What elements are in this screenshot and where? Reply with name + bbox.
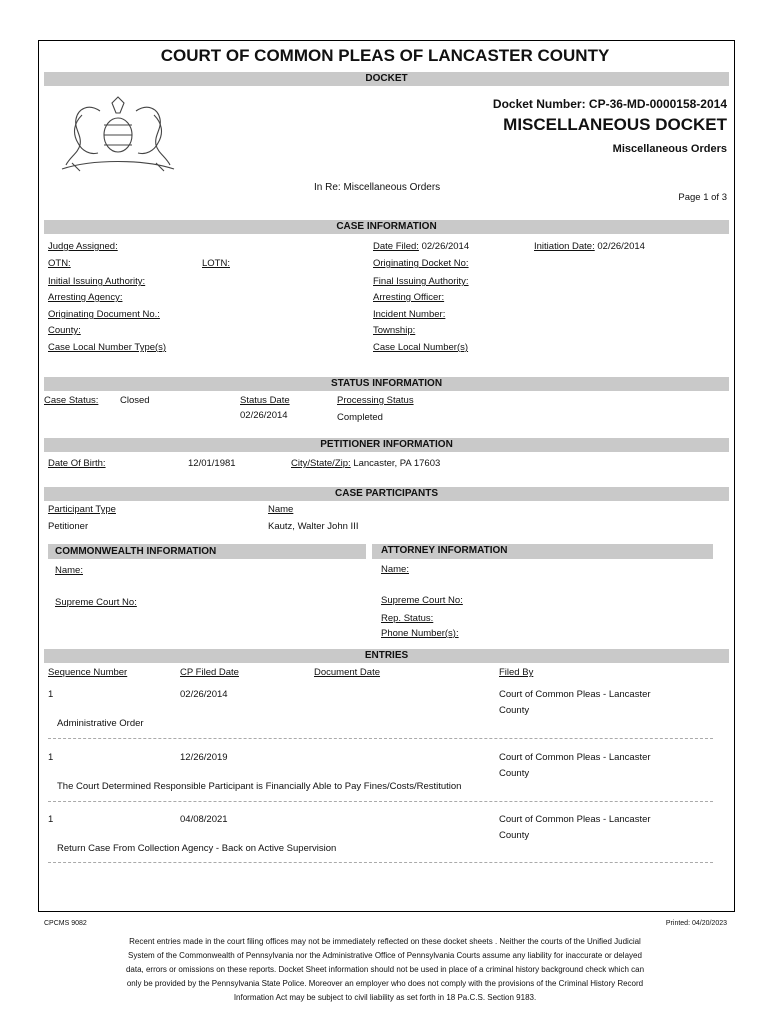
originating-document-label: Originating Document No.: — [48, 309, 160, 320]
disclaimer-line: data, errors or omissions on these reports. Docket Sheet information should not be used in place of a criminal history background check which can — [125, 965, 645, 974]
docket-number: Docket Number: CP-36-MD-0000158-2014 — [492, 97, 727, 111]
entry-filed-by-county: County — [499, 705, 530, 716]
township-label: Township: — [373, 325, 416, 336]
commonwealth-name-label: Name: — [55, 565, 83, 576]
commonwealth-heading: COMMONWEALTH INFORMATION — [55, 546, 217, 557]
entries-band: ENTRIES — [44, 649, 729, 663]
entry-sequence: 1 — [48, 689, 54, 700]
processing-status-value: Completed — [337, 412, 383, 423]
entry-cp-filed: 04/08/2021 — [180, 814, 228, 825]
case-local-numbers-label: Case Local Number(s) — [373, 342, 469, 353]
case-information-band: CASE INFORMATION — [44, 220, 729, 234]
case-status-value: Closed — [120, 395, 150, 406]
docket-subtype: Miscellaneous Orders — [612, 143, 727, 155]
entry-description: Administrative Order — [57, 718, 144, 729]
judge-assigned-label: Judge Assigned: — [48, 241, 118, 252]
participant-type-value: Petitioner — [48, 521, 89, 532]
disclaimer-line: System of the Commonwealth of Pennsylvania nor the Administrative Office of Pennsylvania Courts assume any liability for inaccurate or delayed — [128, 951, 642, 960]
otn-label: OTN: — [48, 258, 71, 269]
entry-sequence: 1 — [48, 814, 54, 825]
processing-status-label: Processing Status — [337, 395, 414, 406]
incident-number-label: Incident Number: — [373, 309, 446, 320]
entry-sequence: 1 — [48, 752, 54, 763]
city-state-zip: City/State/Zip: Lancaster, PA 17603 — [291, 458, 441, 469]
initiation-date: Initiation Date: 02/26/2014 — [534, 241, 645, 252]
entry-filed-by-county: County — [499, 768, 530, 779]
county-label: County: — [48, 325, 81, 336]
date-filed: Date Filed: 02/26/2014 — [373, 241, 470, 252]
status-date-value: 02/26/2014 — [240, 410, 288, 421]
entry-cp-filed: 12/26/2019 — [180, 752, 228, 763]
docket-type: MISCELLANEOUS DOCKET — [503, 115, 727, 134]
attorney-rep-status-label: Rep. Status: — [381, 613, 434, 624]
printed-date: Printed: 04/20/2023 — [665, 920, 727, 927]
entry-filed-by: Court of Common Pleas - Lancaster — [499, 752, 651, 763]
pennsylvania-seal-icon — [52, 95, 184, 182]
final-issuing-authority-label: Final Issuing Authority: — [373, 276, 469, 287]
attorney-supreme-court-label: Supreme Court No: — [381, 595, 463, 606]
attorney-heading: ATTORNEY INFORMATION — [381, 545, 508, 556]
arresting-agency-label: Arresting Agency: — [48, 292, 123, 303]
page-number: Page 1 of 3 — [678, 192, 727, 203]
arresting-officer-label: Arresting Officer: — [373, 292, 445, 303]
attorney-phone-label: Phone Number(s): — [381, 628, 459, 639]
entries-col-cp-filed: CP Filed Date — [180, 667, 239, 678]
case-status-label: Case Status: — [44, 395, 99, 406]
entry-description: The Court Determined Responsible Participant is Financially Able to Pay Fines/Costs/Restitution — [57, 781, 462, 792]
disclaimer-line: only be provided by the Pennsylvania State Police. Moreover an employer who does not comply with the provisions of the Criminal History Record — [126, 979, 644, 988]
commonwealth-supreme-court-label: Supreme Court No: — [55, 597, 137, 608]
entry-divider — [48, 738, 713, 739]
entry-filed-by: Court of Common Pleas - Lancaster — [499, 689, 651, 700]
status-date-label: Status Date — [240, 395, 290, 406]
entry-divider — [48, 862, 713, 863]
entries-col-document-date: Document Date — [314, 667, 381, 678]
entry-cp-filed: 02/26/2014 — [180, 689, 228, 700]
case-participants-band: CASE PARTICIPANTS — [44, 487, 729, 501]
status-information-band: STATUS INFORMATION — [44, 377, 729, 391]
dob-label: Date Of Birth: — [48, 458, 106, 469]
entry-filed-by-county: County — [499, 830, 530, 841]
court-title: COURT OF COMMON PLEAS OF LANCASTER COUNTY — [160, 46, 610, 65]
participant-name-label: Name — [268, 504, 294, 515]
attorney-name-label: Name: — [381, 564, 409, 575]
originating-docket-label: Originating Docket No: — [373, 258, 469, 269]
dob-value: 12/01/1981 — [188, 458, 236, 469]
disclaimer — [70, 935, 700, 1005]
entries-col-sequence: Sequence Number — [48, 667, 128, 678]
initial-issuing-authority-label: Initial Issuing Authority: — [48, 276, 146, 287]
entry-description: Return Case From Collection Agency - Back on Active Supervision — [57, 843, 337, 854]
lotn-label: LOTN: — [202, 258, 230, 269]
disclaimer-line: Recent entries made in the court filing offices may not be immediately reflected on these docket sheets . Neither the courts of the Unified Judicial — [129, 937, 641, 946]
disclaimer-line: Information Act may be subject to civil liability as set forth in 18 Pa.C.S. Section 9183. — [233, 993, 537, 1002]
in-re-line: In Re: Miscellaneous Orders — [314, 182, 441, 193]
participant-type-label: Participant Type — [48, 504, 116, 515]
entry-filed-by: Court of Common Pleas - Lancaster — [499, 814, 651, 825]
case-local-number-types-label: Case Local Number Type(s) — [48, 342, 167, 353]
entries-col-filed-by: Filed By — [499, 667, 534, 678]
participant-name-value: Kautz, Walter John III — [268, 521, 359, 532]
entry-divider — [48, 801, 713, 802]
petitioner-information-band: PETITIONER INFORMATION — [44, 438, 729, 452]
form-id: CPCMS 9082 — [44, 920, 87, 927]
docket-band: DOCKET — [44, 72, 729, 86]
